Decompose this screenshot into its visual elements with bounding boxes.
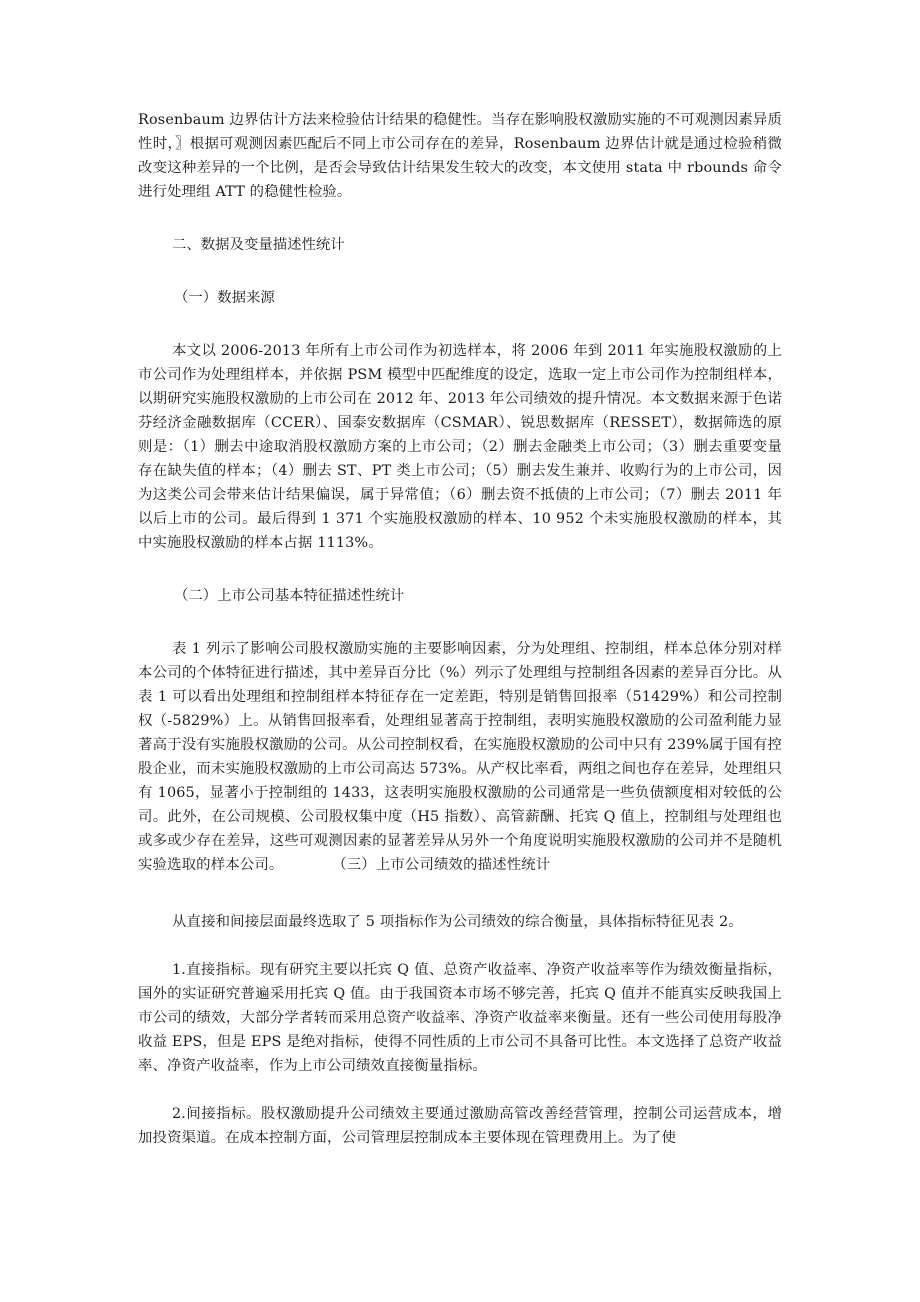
- performance-statistics-paragraph: 从直接和间接层面最终选取了 5 项指标作为公司绩效的综合衡量，具体指标特征见表 2。: [172, 914, 743, 930]
- direct-indicators-paragraph: 1.直接指标。现有研究主要以托宾 Q 值、总资产收益率、净资产收益率等作为绩效衡量指标，国外的实证研究普遍采用托宾 Q 值。由于我国资本市场不够完善，托宾 Q 值并不能真实反映我国上市公司的绩效，大部分学者转而采用总资产收益率、净资产收益率来衡量。还有一些公司使用每股净收益 EPS，但是 EPS 是绝对指标，使得不同性质的上市公司不具备可比性。本文选择了总资产收益率、净资产收益率，作为上市公司绩效直接衡量指标。: [138, 962, 782, 1074]
- subsection-heading-data-source: （一）数据来源: [174, 290, 275, 306]
- basic-characteristics-paragraph: [138, 637, 782, 877]
- subsection-heading-basic-characteristics: （二）上市公司基本特征描述性统计: [174, 588, 405, 604]
- data-source-paragraph: 本文以 2006-2013 年所有上市公司作为初选样本，将 2006 年到 2011 年实施股权激励的上市公司作为处理组样本，并依据 PSM 模型中匹配维度的设定，选取一定上市公司作为控制组样本，以期研究实施股权激励的上市公司在 2012 年、2013 年公司绩效的提升情况。本文数据来源于色诺芬经济金融数据库（CCER）、国泰安数据库（CSMAR）、锐思数据库（RESSET），数据筛选的原则是：（1）删去中途取消股权激励方案的上市公司；（2）删去金融类上市公司；（3）删去重要变量存在缺失值的样本；（4）删去 ST、PT 类上市公司；（5）删去发生兼并、收购行为的上市公司，因为这类公司会带来估计结果偏误，属于异常值；（6）删去资不抵债的上市公司；（7）删去 2011 年以后上市的公司。最后得到 1 371 个实施股权激励的样本、10 952 个未实施股权激励的样本，其中实施股权激励的样本占据 1113%。: [138, 343, 782, 551]
- subsection-heading-performance-statistics: （三）上市公司绩效的描述性统计: [339, 857, 551, 873]
- indirect-indicators-paragraph: 2.间接指标。股权激励提升公司绩效主要通过激励高管改善经营管理，控制公司运营成本，增加投资渠道。在成本控制方面，公司管理层控制成本主要体现在管理费用上。为了使: [138, 1106, 782, 1146]
- intro-paragraph: Rosenbaum 边界估计方法来检验估计结果的稳健性。当存在影响股权激励实施的不可观测因素异质性时，〗根据可观测因素匹配后不同上市公司存在的差异，Rosenbaum 边界估计就是通过检验稍微改变这种差异的一个比例，是否会导致估计结果发生较大的改变，本文使用 stata 中 rbounds 命令进行处理组 ATT 的稳健性检验。: [138, 112, 782, 200]
- section-heading-data-and-variables: 二、数据及变量描述性统计: [172, 237, 345, 253]
- basic-characteristics-text: 表 1 列示了影响公司股权激励实施的主要影响因素，分为处理组、控制组，样本总体分别对样本公司的个体特征进行描述，其中差异百分比（%）列示了处理组与控制组各因素的差异百分比。从表 1 可以看出处理组和控制组样本特征存在一定差距，特别是销售回报率（51429%）和公司控制权（-5829%）上。从销售回报率看，处理组显著高于控制组，表明实施股权激励的公司盈利能力显著高于没有实施股权激励的公司。从公司控制权看，在实施股权激励的公司中只有 239%属于国有控股企业，而未实施股权激励的上市公司高达 573%。从产权比率看，两组之间也存在差异，处理组只有 1065，显著小于控制组的 1433，这表明实施股权激励的公司通常是一些负债额度相对较低的公司。此外，在公司规模、公司股权集中度（H5 指数）、高管薪酬、托宾 Q 值上，控制组与处理组也或多或少存在差异，这些可观测因素的显著差异从另外一个角度说明实施股权激励的公司并不是随机实验选取的样本公司。: [138, 641, 782, 873]
